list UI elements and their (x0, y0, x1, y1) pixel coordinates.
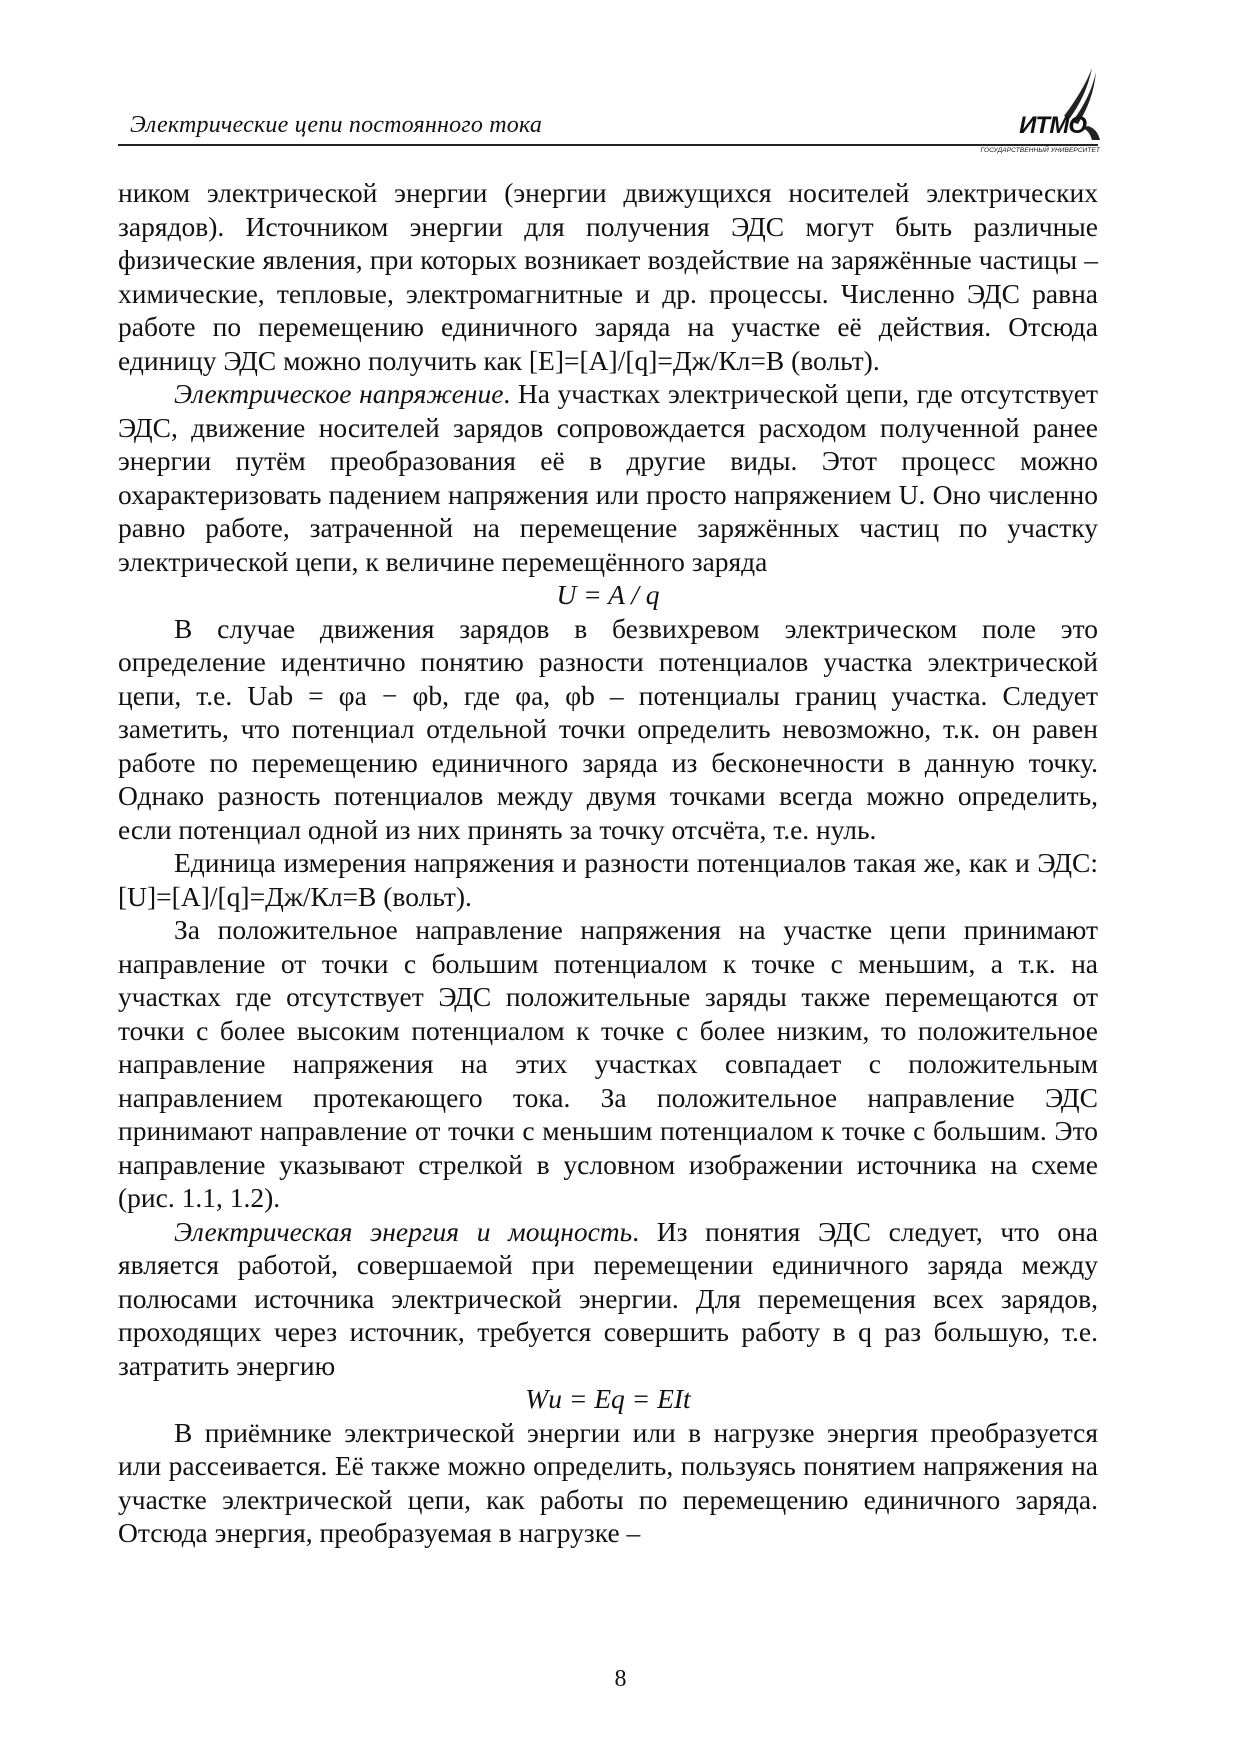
formula-voltage: U = A / q (556, 579, 660, 610)
paragraph-4: Единица измерения напряжения и разности потенциалов такая же, как и ЭДС: [U]=[A]/[q]=Дж/Кл=В (вольт). (118, 847, 1098, 912)
paragraph-2-text: . На участках электрической цепи, где отсутствует ЭДС, движение носителей зарядов сопровождается расходом полученной ранее энергии путём преобразования её в другие виды. Этот процесс можно охарактеризовать падением напряжения или просто напряжением U. Оно численно равно работе, затраченной на перемещение заряжённых частиц по участку электрической цепи, к величине перемещённого заряда (118, 378, 1098, 577)
page-body (118, 176, 1098, 1550)
term-voltage: Электрическое напряжение (174, 378, 504, 409)
paragraph-3: В случае движения зарядов в безвихревом электрическом поле это определение идентично понятию разности потенциалов участка электрической цепи, т.е. Uab = φa − φb, где φa, φb – потенциалы границ участка. Следует заметить, что потенциал отдельной точки определить невозможно, т.к. он равен работе по перемещению единичного заряда из бесконечности в данную точку. Однако разность потенциалов между двумя точками всегда можно определить, если потенциал одной из них принять за точку отсчёта, т.е. нуль. (118, 612, 1098, 845)
paragraph-6-text: . Из понятия ЭДС следует, что она является работой, совершаемой при перемещении единичного заряда между полюсами источника электрической энергии. Для перемещения всех зарядов, проходящих через источник, требуется совершить работу в q раз большую, т.е. затратить энергию (118, 1215, 1098, 1381)
running-header (118, 66, 1108, 156)
paragraph-1: ником электрической энергии (энергии движущихся носителей электрических зарядов). Источником энергии для получения ЭДС могут быть различные физические явления, при которых возникает воздействие на заряжённые частицы – химические, тепловые, электромагнитные и др. процессы. Численно ЭДС равна работе по перемещению единичного заряда на участке её действия. Отсюда единицу ЭДС можно получить как [E]=[A]/[q]=Дж/Кл=В (вольт). (118, 177, 1098, 376)
formula-energy: Wи = Eq = EIt (525, 1383, 691, 1414)
term-energy-power: Электрическая энергия и мощность (174, 1215, 633, 1247)
itmo-logo (948, 66, 1108, 158)
logo-subtitle: ГОСУДАРСТВЕННЫЙ УНИВЕРСИТЕТ (980, 147, 1100, 154)
logo-text: ИТМО (1019, 112, 1086, 139)
header-title: Электрические цепи постоянного тока (130, 112, 543, 138)
page-number: 8 (614, 1666, 627, 1692)
paragraph-2 (118, 377, 1098, 578)
paragraph-7: В приёмнике электрической энергии или в нагрузке энергия преобразуется или рассеивается. Её также можно определить, пользуясь понятием напряжения на участке электрической цепи, как работы по перемещению единичного заряда. Отсюда энергия, преобразуемая в нагрузке – (118, 1416, 1098, 1548)
paragraph-5: За положительное направление напряжения на участке цепи принимают направление от точки с большим потенциалом к точке с меньшим, а т.к. на участках где отсутствует ЭДС положительные заряды также перемещаются от точки с более высоким потенциалом к точке с более низким, то положительное направление напряжения на этих участках совпадает с положительным направлением протекающего тока. За положительное направление ЭДС принимают направление от точки с меньшим потенциалом к точке с большим. Это направление указывают стрелкой в условном изображении источника на схеме (рис. 1.1, 1.2). (118, 914, 1098, 1213)
paragraph-6 (118, 1215, 1098, 1383)
